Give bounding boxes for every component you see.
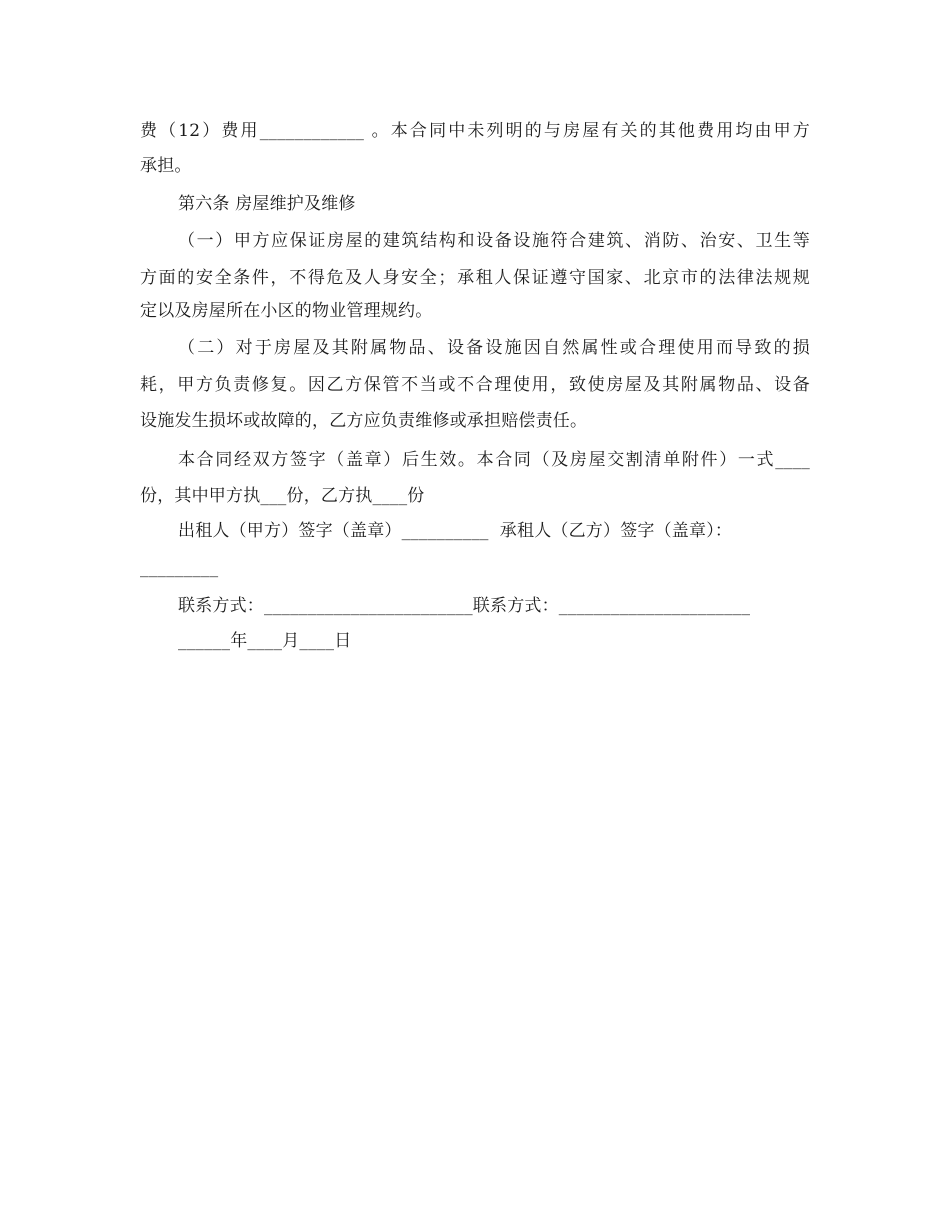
clause-1-line-1: （一）甲方应保证房屋的建筑结构和设备设施符合建筑、消防、治安、卫生等 [178,231,810,251]
effectiveness-line-1: 本合同经双方签字（盖章）后生效。本合同（及房屋交割清单附件）一式____ [178,450,810,470]
clause-2-line-1: （二）对于房屋及其附属物品、设备设施因自然属性或合理使用而导致的损 [178,338,810,358]
fee-12-line-end: 承担。 [140,156,192,176]
clause-1-line-3: 定以及房屋所在小区的物业管理规约。 [140,301,433,321]
clause-1-line-2: 方面的安全条件，不得危及人身安全；承租人保证遵守国家、北京市的法律法规规 [140,268,810,288]
fee-12-line: 费（12）费用____________ 。本合同中未列明的与房屋有关的其他费用均由甲方 [140,121,810,141]
effectiveness-line-2: 份，其中甲方执___份，乙方执____份 [140,486,425,506]
signature-blank: _________ [140,558,219,578]
date-line: ______年____月____日 [178,631,352,651]
signature-line: 出租人（甲方）签字（盖章）__________ 承租人（乙方）签字（盖章）： [178,521,733,541]
article-6-heading: 第六条 房屋维护及维修 [178,194,356,214]
clause-2-line-3: 设施发生损坏或故障的，乙方应负责维修或承担赔偿责任。 [140,411,588,431]
clause-2-line-2: 耗，甲方负责修复。因乙方保管不当或不合理使用，致使房屋及其附属物品、设备 [140,375,810,395]
contact-line: 联系方式：________________________联系方式：______________________ [178,596,751,616]
